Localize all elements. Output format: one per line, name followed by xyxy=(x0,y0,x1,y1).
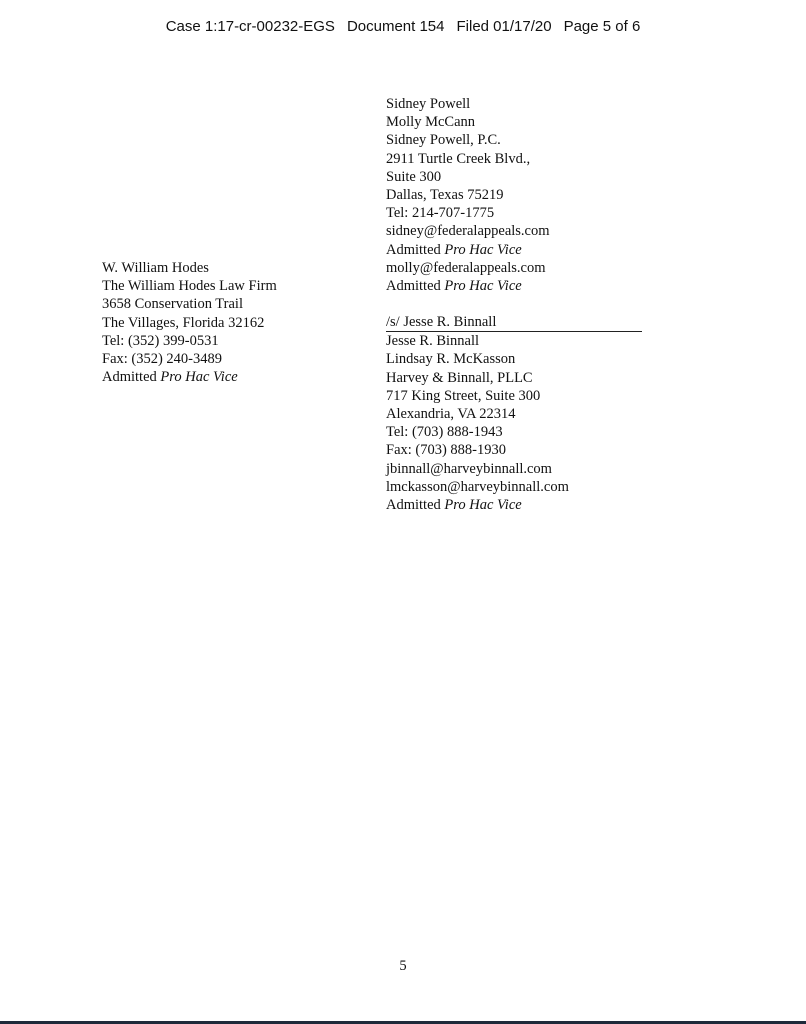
telephone: Tel: (352) 399-0531 xyxy=(102,332,219,349)
filed-date: Filed 01/17/20 xyxy=(456,18,552,35)
email-address: molly@federalappeals.com xyxy=(386,259,546,276)
fax: Fax: (352) 240-3489 xyxy=(102,351,223,368)
signature-line: /s/ Jesse R. Binnall xyxy=(386,313,642,332)
admission-status: Admitted Pro Hac Vice xyxy=(386,497,522,514)
address-line: The Villages, Florida 32162 xyxy=(102,314,265,331)
address-line: 717 King Street, Suite 300 xyxy=(386,387,541,404)
fax: Fax: (703) 888-1930 xyxy=(386,442,507,459)
firm-name: Sidney Powell, P.C. xyxy=(386,132,501,149)
admission-status: Admitted Pro Hac Vice xyxy=(386,278,522,295)
case-number: Case 1:17-cr-00232-EGS xyxy=(165,18,335,35)
admission-status: Admitted Pro Hac Vice xyxy=(102,369,238,386)
address-line: Dallas, Texas 75219 xyxy=(386,187,504,204)
admission-status: Admitted Pro Hac Vice xyxy=(386,241,522,258)
document-number: Document 154 xyxy=(346,18,445,35)
counsel-name: Molly McCann xyxy=(386,114,476,131)
page-indicator: Page 5 of 6 xyxy=(563,18,641,35)
firm-name: Harvey & Binnall, PLLC xyxy=(386,369,533,386)
page-number: 5 xyxy=(399,958,407,974)
counsel-name: Sidney Powell xyxy=(386,96,471,112)
counsel-name: W. William Hodes xyxy=(102,260,209,276)
email-address: jbinnall@harveybinnall.com xyxy=(386,460,552,477)
counsel-block-powell xyxy=(386,95,550,295)
address-line: Suite 300 xyxy=(386,168,442,185)
counsel-block-binnall xyxy=(386,313,642,514)
counsel-name: Lindsay R. McKasson xyxy=(386,351,516,368)
address-line: 2911 Turtle Creek Blvd., xyxy=(386,150,531,167)
firm-name: The William Hodes Law Firm xyxy=(102,278,277,295)
email-address: lmckasson@harveybinnall.com xyxy=(386,478,569,495)
address-line: 3658 Conservation Trail xyxy=(102,296,243,313)
email-address: sidney@federalappeals.com xyxy=(386,223,550,240)
court-filing-header xyxy=(0,18,806,35)
telephone: Tel: (703) 888-1943 xyxy=(386,424,503,441)
counsel-block-hodes xyxy=(102,259,277,386)
telephone: Tel: 214-707-1775 xyxy=(386,205,495,222)
counsel-name: Jesse R. Binnall xyxy=(386,333,480,350)
address-line: Alexandria, VA 22314 xyxy=(386,406,516,423)
